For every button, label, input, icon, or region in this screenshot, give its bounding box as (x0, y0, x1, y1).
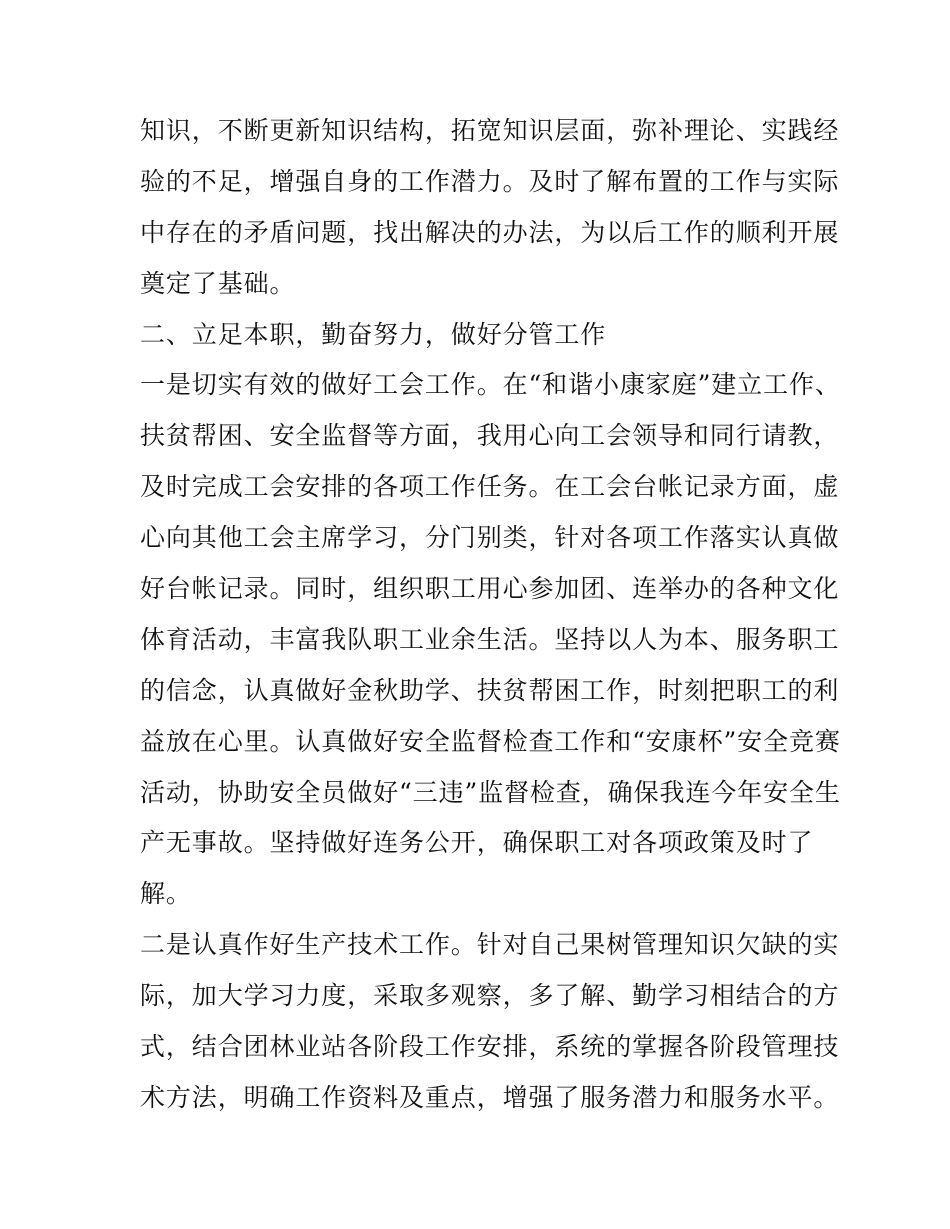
text-line: 知识，不断更新知识结构，拓宽知识层面，弥补理论、实践经 (140, 116, 840, 145)
text-line: 中存在的矛盾问题，找出解决的办法，为以后工作的顺利开展 (140, 217, 840, 247)
text-line: 产无事故。坚持做好连务公开，确保职工对各项政策及时了 (140, 828, 814, 858)
text-line: 活动，协助安全员做好“三违”监督检查，确保我连今年安全生 (140, 777, 841, 807)
text-line: 扶贫帮困、安全监督等方面，我用心向工会领导和同行请教， (140, 421, 840, 451)
text-line: 奠定了基础。 (140, 268, 296, 298)
text-line: 验的不足，增强自身的工作潜力。及时了解布置的工作与实际 (140, 166, 840, 196)
text-line: 及时完成工会安排的各项工作任务。在工会台帐记录方面，虚 (140, 472, 840, 502)
text-line: 一是切实有效的做好工会工作。在“和谐小康家庭”建立工作、 (140, 370, 841, 400)
text-line: 益放在心里。认真做好安全监督检查工作和“安康杯”安全竞赛 (140, 726, 841, 756)
text-line: 际，加大学习力度，采取多观察，多了解、勤学习相结合的方 (140, 981, 840, 1011)
body-text (140, 106, 841, 1124)
text-line: 术方法，明确工作资料及重点，增强了服务潜力和服务水平。 (140, 1082, 840, 1112)
text-line: 体育活动，丰富我队职工业余生活。坚持以人为本、服务职工 (140, 624, 840, 654)
section-heading: 二、立足本职，勤奋努力，做好分管工作 (140, 319, 607, 349)
text-line: 的信念，认真做好金秋助学、扶贫帮困工作，时刻把职工的利 (140, 675, 840, 705)
text-line: 好台帐记录。同时，组织职工用心参加团、连举办的各种文化 (140, 574, 840, 604)
text-line: 二是认真作好生产技术工作。针对自己果树管理知识欠缺的实 (140, 930, 840, 960)
text-line: 心向其他工会主席学习，分门别类，针对各项工作落实认真做 (140, 523, 840, 553)
text-line: 解。 (140, 879, 192, 909)
text-line: 式，结合团林业站各阶段工作安排，系统的掌握各阶段管理技 (140, 1032, 840, 1062)
